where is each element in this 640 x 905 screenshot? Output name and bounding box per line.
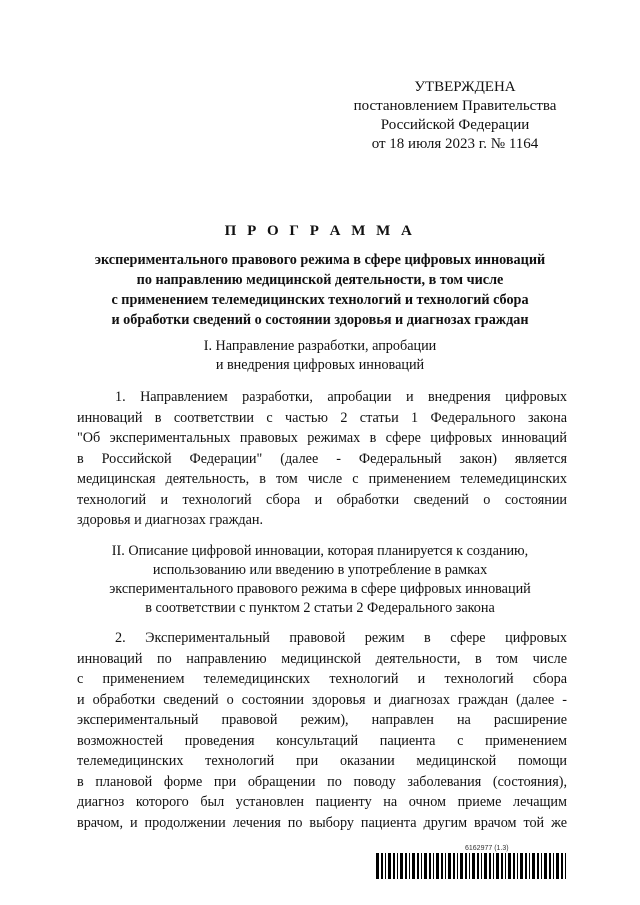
section-2-heading [72,542,568,618]
paragraph-1 [77,387,567,531]
approval-stamp [340,78,570,154]
paragraph-2 [77,628,567,833]
paragraph-line: врачом, и продолжении лечения по выбору пациента другим врачом той же [77,814,567,831]
paragraph-line: и обработки сведений о состоянии здоровья и диагнозах граждан (далее - [77,691,567,708]
subtitle-line: экспериментального правового режима в сфере цифровых инноваций [94,252,546,268]
approval-title: УТВЕРЖДЕНА [414,79,516,95]
heading-line: II. Описание цифровой инновации, которая планируется к созданию, [111,543,529,559]
approval-date: от 18 июля 2023 г. № 1164 [371,136,539,152]
paragraph-line: в плановой форме при обращении по поводу заболевания (состояния), [77,773,567,790]
heading-line: и внедрения цифровых инноваций [215,357,425,373]
paragraph-line: в Российской Федерации" (далее - Федеральный закон) является [77,450,567,467]
subtitle-line: и обработки сведений о состоянии здоровья и диагнозах граждан [111,312,529,328]
paragraph-line: технологий и технологий сбора и обработки сведений о состоянии [77,491,567,508]
heading-line: экспериментального правового режима в сфере цифровых инноваций [109,581,531,597]
paragraph-line: инноваций в соответствии с частью 2 статьи 1 Федерального закона [77,409,567,426]
subtitle-line: по направлению медицинской деятельности, в том числе [136,272,504,288]
barcode-label: 6162977 (1.3) [465,845,509,852]
paragraph-line: 1. Направлением разработки, апробации и внедрения цифровых [115,389,567,405]
heading-line: I. Направление разработки, апробации [203,338,437,354]
paragraph-line: здоровья и диагнозах граждан. [77,512,264,528]
paragraph-line: экспериментальный правовой режим), направлен на расширение [77,712,567,728]
paragraph-line: 2. Экспериментальный правовой режим в сфере цифровых [115,630,567,646]
document-subtitle [70,250,570,330]
barcode-icon [376,853,568,879]
paragraph-line: телемедицинских технологий при оказании медицинской помощи [77,753,567,769]
paragraph-line: диагноз которого был установлен пациенту на очном приеме лечащим [77,794,567,810]
paragraph-line: возможностей проведения консультаций пациента с применением [77,732,567,749]
section-1-heading [72,337,568,375]
paragraph-line: с применением телемедицинских технологий и технологий сбора [77,671,567,687]
approval-line: Российской Федерации [380,117,530,133]
approval-line: постановлением Правительства [353,98,557,114]
paragraph-line: медицинская деятельность, в том числе с применением телемедицинских [77,471,567,487]
heading-line: использованию или введению в употребление в рамках [152,562,488,578]
heading-line: в соответствии с пунктом 2 статьи 2 Федерального закона [145,600,495,616]
subtitle-line: с применением телемедицинских технологий и технологий сбора [111,292,529,308]
document-title: П Р О Г Р А М М А [224,223,416,239]
paragraph-line: инноваций по направлению медицинской деятельности, в том числе [77,650,567,667]
paragraph-line: "Об экспериментальных правовых режимах в сфере цифровых инноваций [77,430,567,446]
